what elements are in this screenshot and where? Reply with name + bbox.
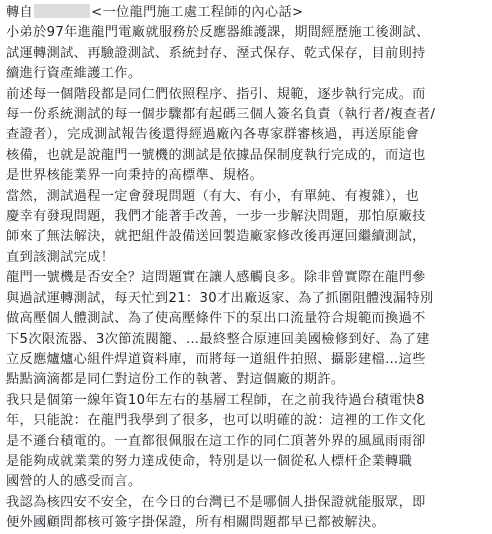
title-prefix: 轉自	[6, 5, 34, 20]
paragraph-line: 當然，測試過程一定會發現問題（有大、有小，有單純、有複雜），也	[6, 188, 420, 204]
paragraph-line: 試運轉測試、再驗證測試、系統封存、溼式保存、乾式保存，目前則持	[6, 45, 426, 61]
paragraph-line: 國營的人的感受而言。	[6, 474, 142, 490]
paragraph-line: 直到該測試完成！	[6, 249, 115, 265]
paragraph-line: 與過試運轉測試，每天忙到21：30才出廠返家、為了抓圍阻體洩漏特別	[6, 290, 434, 306]
paragraph-line: 是世界核能業界一向秉持的高標準、規格。	[6, 168, 264, 184]
post-paragraph	[6, 493, 486, 534]
paragraph-line: 核備，也就是說龍門一號機的測試是依據品保制度執行完成的，而這也	[6, 147, 426, 163]
post-paragraph	[6, 23, 486, 84]
paragraph-line: 點點滴滴都是同仁對這份工作的執著、對這個廠的期許。	[6, 372, 345, 388]
post-paragraphs	[6, 23, 486, 533]
paragraph-line: 前述每一個階段都是同仁們依照程序、指引、規範，逐步執行完成。而	[6, 86, 426, 102]
paragraph-line: 小弟於97年進龍門電廠就服務於反應器維護課，期間經歷施工後測試、	[6, 25, 430, 41]
title-text: <一位龍門施工處工程師的內心話>	[91, 5, 304, 20]
post-paragraph	[6, 85, 486, 187]
paragraph-line: 查證者），完成測試報告後還得經過廠內各專家群審核過，再送原能會	[6, 127, 420, 143]
paragraph-line: 年，只能說：在龍門我學到了很多，也可以明確的說：這裡的工作文化	[6, 413, 426, 429]
post-paragraph	[6, 187, 486, 269]
paragraph-line: 龍門一號機是否安全？這問題實在讓人感觸良多。除非曾實際在龍門參	[6, 270, 426, 286]
paragraph-line: 立反應爐爐心組件焊道資料庫，而將每一道組件拍照、攝影建檔…這些	[6, 351, 426, 367]
paragraph-line: 師來了無法解決，就把組件設備送回製造廠家修改後再運回繼續測試，	[6, 229, 426, 245]
paragraph-line: 下5次限流器、3次節流閥籠、…最終整合原連回美國檢修到好、為了建	[6, 331, 430, 347]
paragraph-line: 是不遜台積電的。一直都很佩服在這工作的同仁頂著外界的風風雨雨卻	[6, 433, 426, 449]
paragraph-line: 慶幸有發現問題，我們才能著手改善，一步一步解決問題，那怕原廠技	[6, 209, 426, 225]
paragraph-line: 我認為核四安不安全，在今日的台灣已不是哪個人掛保證就能服眾，即	[6, 494, 426, 510]
post-paragraph	[6, 268, 486, 390]
paragraph-line: 做高壓個人體測試、為了使高壓條件下的泵出口流量符合規範而換過不	[6, 311, 426, 327]
paragraph-line: 我只是個第一線年資10年左右的基層工程師，在之前我待過台積電快8	[6, 392, 425, 408]
post-title	[6, 3, 486, 23]
post-paragraph	[6, 391, 486, 493]
paragraph-line: 便外國顧問都核可簽字掛保證，所有相關問題都早已都被解決。	[6, 515, 386, 531]
paragraph-line: 每一份系統測試的每一個步驟都有起碼三個人簽名負責（執行者/複查者/	[6, 107, 436, 123]
paragraph-line: 續進行資產維護工作。	[6, 66, 142, 82]
paragraph-line: 是能夠成就業業的努力達成使命，特別是以一個從私人標杆企業轉職	[6, 453, 413, 469]
redacted-name-block	[34, 4, 90, 18]
